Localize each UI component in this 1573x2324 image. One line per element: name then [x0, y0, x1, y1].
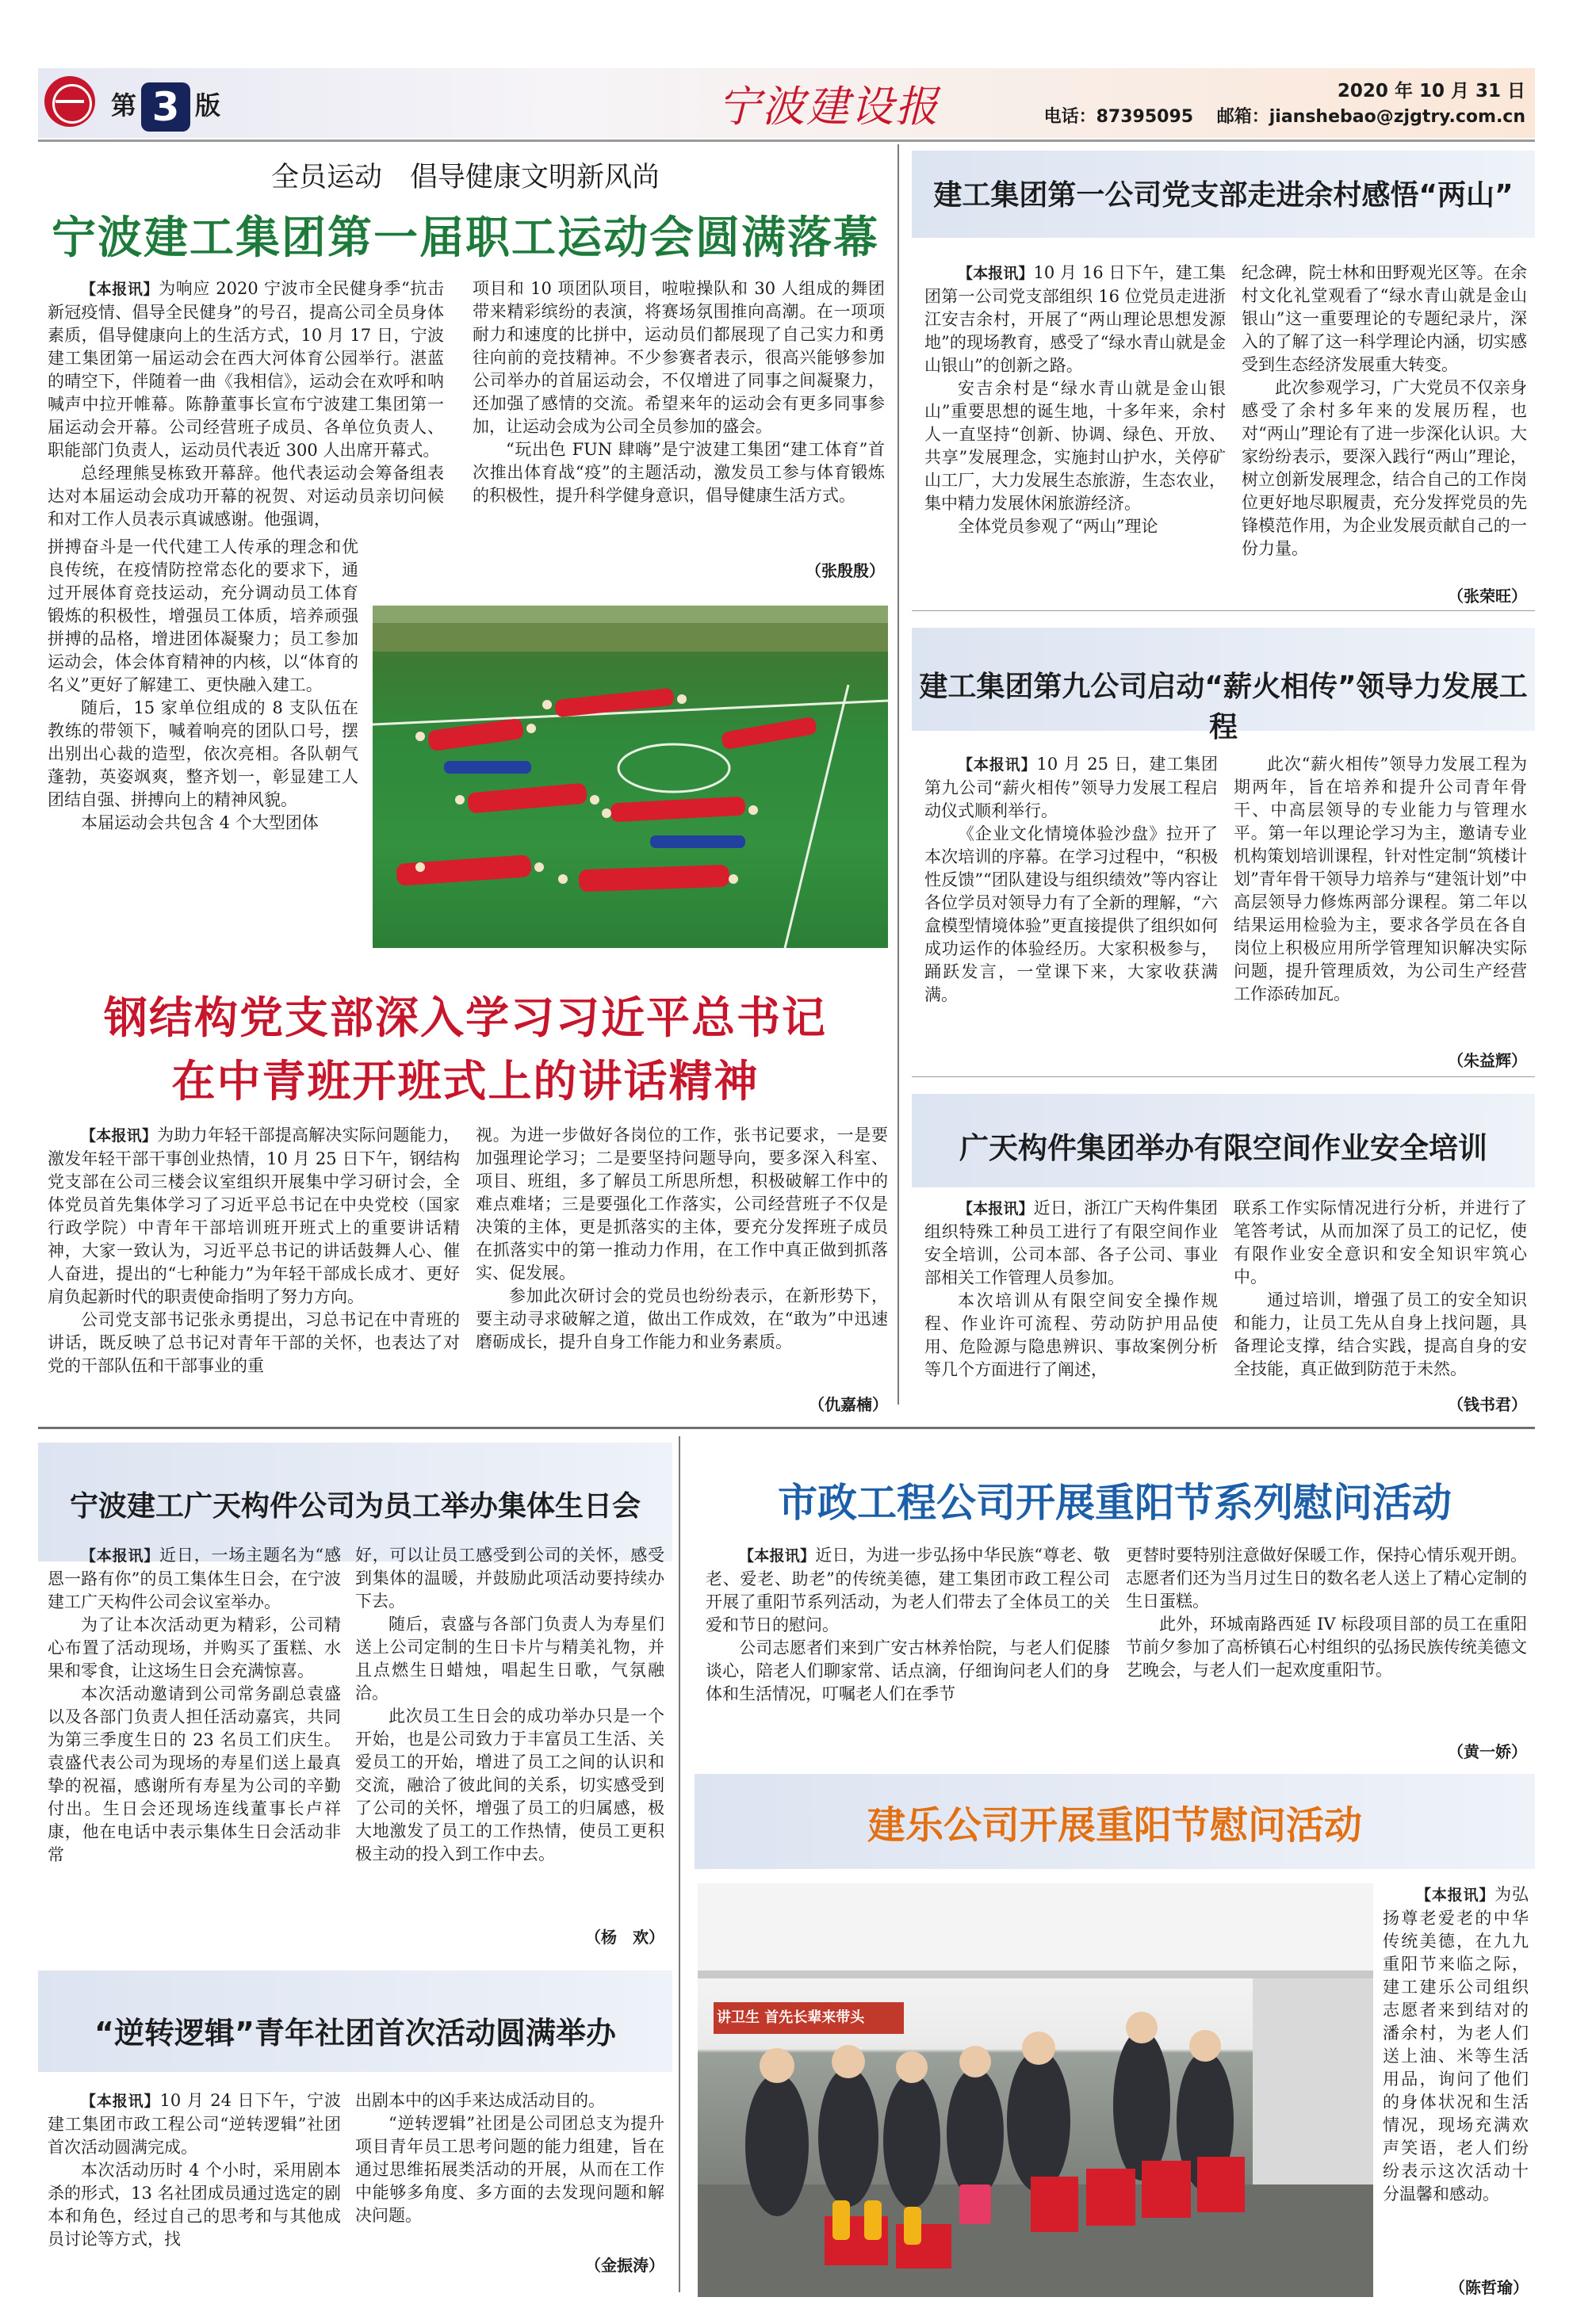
a6-paragraph: 为了让本次活动更为精彩，公司精心布置了活动现场，并购买了蛋糕、水果和零食，让这场生日会充满惊喜。 — [48, 1615, 341, 1680]
a7-column-1 — [706, 1544, 1110, 1706]
a5-byline: （钱书君） — [1448, 1395, 1527, 1414]
a6-byline: （杨 欢） — [585, 1928, 664, 1947]
a6-column-2 — [355, 1544, 664, 1866]
section-divider — [38, 1427, 1535, 1429]
a1-column-1b — [48, 536, 358, 835]
a7-paragraph: 近日，为进一步弘扬中华民族“尊老、敬老、爱老、助老”的传统美德，建工集团市政工程公司开展了重阳节系列活动，为老人们带去了全体员工的关爱和节日的慰问。 — [706, 1546, 1110, 1634]
elderly-visit-illustration — [698, 1883, 1373, 2297]
a1-title: 宁波建工集团第一届职工运动会圆满落幕 — [52, 212, 879, 264]
a1-paragraph: 随后，15 家单位组成的 8 支队伍在教练的带领下，喊着响亮的团队口号，摆出别出心裁的造型，依次亮相。各队朝气蓬勃，英姿飒爽，整齐划一，彰显建工人团结自强、拼搏向上的精神风貌。 — [48, 698, 358, 809]
a9-tag: 【本报讯】 — [1416, 1886, 1495, 1904]
a5-column-2 — [1234, 1197, 1527, 1381]
a4-paragraph: 为助力年轻干部提高解决实际问题能力，激发年轻干部干事创业热情，10 月 25 日下午，钢结构党支部在公司三楼会议室组织开展集中学习研讨会，全体党员首先集体学习了习近平总书记在中央党校（国家行政学院）中青年干部培训班开班式上的重要讲话精神，大家一致认为，习近平总书记的讲话鼓舞人心、催人奋进，提出的“七种能力”为年轻干部成长成才、更好肩负起新时代的职责使命指明了努力方向。 — [48, 1126, 460, 1306]
a9-title: 建乐公司开展重阳节慰问活动 — [867, 1803, 1362, 1848]
a8-paragraph: 10 月 24 日下午，宁波建工集团市政工程公司“逆转逻辑”社团首次活动圆满完成。 — [48, 2091, 341, 2157]
a5-column-1 — [924, 1197, 1218, 1382]
a3-tag: 【本报讯】 — [958, 756, 1037, 774]
a5-paragraph: 联系工作实际情况进行分析，并进行了笔答考试，从而加深了员工的记忆，使有限作业安全意识和安全知识牢筑心中。 — [1234, 1198, 1527, 1286]
a8-column-1 — [48, 2089, 341, 2251]
a2-paragraph: 此次参观学习，广大党员不仅亲身感受了余村多年来的发展历程，也对“两山”理论有了进一步深化认识。大家纷纷表示，要深入践行“两山”理论，树立创新发展理念，结合自己的工作岗位更好地尽职履责，充分发挥党员的先锋模范作用，为企业发展贡献自己的一份力量。 — [1242, 378, 1527, 558]
column-divider-lower — [679, 1436, 680, 2292]
a2-tag: 【本报讯】 — [958, 265, 1034, 282]
sports-field-illustration — [373, 606, 888, 948]
a1-paragraph: 拼搏奋斗是一代代建工人传承的理念和优良传统，在疫情防控常态化的要求下，通过开展体育竞技运动，充分调动员工体育锻炼的积极性，增强员工体质，培养顽强拼搏的品格，增进团体凝聚力；员工参加运动会，体会体育精神的内核，以“体育的名义”更好了解建工、更快融入建工。 — [48, 537, 358, 694]
page-number: 3 — [141, 82, 190, 132]
a5-paragraph: 通过培训，增强了员工的安全知识和能力，让员工先从自身上找问题，具备理论支撑，结合实践，提高自身的安全技能，真正做到防范于未然。 — [1234, 1290, 1527, 1378]
a2-column-2 — [1242, 262, 1527, 560]
a2-byline: （张荣旺） — [1448, 587, 1527, 606]
a9-column-1 — [1383, 1883, 1529, 2206]
a1-kicker: 全员运动 倡导健康文明新风尚 — [270, 162, 660, 193]
a7-tag: 【本报讯】 — [739, 1547, 816, 1565]
sports-meet-photo — [373, 606, 888, 948]
a1-paragraph: 为响应 2020 宁波市全民健身季“抗击新冠疫情、倡导全民健身”的号召，提高公司全员身体素质，倡导健康向上的生活方式，10 月 17 日，宁波建工集团第一届运动会在西大河体育公园举行。湛蓝的晴空下，伴随着一曲《我相信》，运动会在欢呼和呐喊声中拉开帷幕。陈静董事长宣布宁波建工集团第一届运动会开幕。公司经营班子成员、各单位负责人、职能部门负责人，运动员代表近 300 人出席开幕式。 — [48, 279, 444, 460]
issue-date: 2020 年 10 月 31 日 — [1337, 81, 1525, 101]
a7-paragraph: 公司志愿者们来到广安古林养怡院，与老人们促膝谈心，陪老人们聊家常、话点滴，仔细询问老人们的身体和生活情况，叮嘱老人们在季节 — [706, 1638, 1110, 1703]
a3-paragraph: 此次“薪火相传”领导力发展工程为期两年，旨在培养和提升公司青年骨干、中高层领导的专业能力与管理水平。第一年以理论学习为主，邀请专业机构策划培训课程，针对性定制“筑楼计划”青年骨干领导力培养与“建瓴计划”中高层领导力修炼两部分课程。第二年以结果运用检验为主，要求各学员在各自岗位上积极应用所学管理知识解决实际问题，提升管理质效，为公司生产经营工作添砖加瓦。 — [1234, 755, 1527, 1003]
a6-paragraph: 此次员工生日会的成功举办只是一个开始，也是公司致力于丰富员工生活、关爱员工的开始，增进了员工之间的认识和交流，融洽了彼此间的关系，切实感受到了公司的关怀，增强了员工的归属感，极大地激发了员工的工作热情，使员工更积极主动的投入到工作中去。 — [355, 1707, 664, 1863]
a4-paragraph: 参加此次研讨会的党员也纷纷表示，在新形势下，要主动寻求破解之道，做出工作成效，在“敢为”中迅速磨砺成长，提升自身工作能力和业务素质。 — [476, 1286, 888, 1351]
a4-paragraph: 公司党支部书记张永勇提出，习总书记在中青班的讲话，既反映了总书记对青年干部的关怀，也表达了对党的干部队伍和干部事业的重 — [48, 1310, 460, 1375]
issue-contact: 电话：87395095 邮箱：jianshebao@zjgtry.com.cn — [1043, 107, 1525, 127]
a3-paragraph: 10 月 25 日，建工集团第九公司“薪火相传”领导力发展工程启动仪式顺利举行。 — [924, 755, 1218, 820]
a9-byline: （陈哲瑜） — [1449, 2278, 1529, 2297]
a7-title: 市政工程公司开展重阳节系列慰问活动 — [778, 1480, 1452, 1526]
a4-column-2 — [476, 1124, 888, 1354]
a1-paragraph: 总经理熊旻栋致开幕辞。他代表运动会筹备组表达对本届运动会成功开幕的祝贺、对运动员亲切问候和对工作人员表示真诚感谢。他强调， — [48, 464, 444, 529]
a5-paragraph: 近日，浙江广天构件集团组织特殊工种员工进行了有限空间作业安全培训，公司本部、各子公司、事业部相关工作管理人员参加。 — [924, 1198, 1218, 1287]
a2-paragraph: 纪念碑，院士林和田野观光区等。在余村文化礼堂观看了“绿水青山就是金山银山”这一重要理论的专题纪录片，深入的了解了这一科学理论内涵，切实感受到生态经济发展重大转变。 — [1242, 263, 1527, 374]
a2-bottom-rule — [912, 610, 1535, 611]
a8-tag: 【本报讯】 — [81, 2093, 160, 2110]
a3-bottom-rule — [912, 1076, 1535, 1077]
a6-paragraph: 本次活动邀请到公司常务副总袁盛以及各部门负责人担任活动嘉宾，共同为第三季度生日的 23 名员工们庆生。袁盛代表公司为现场的寿星们送上最真挚的祝福，感谢所有寿星为公司的辛勤付出。生日会还现场连线董事长卢祥康，他在电话中表示集体生日会活动非常 — [48, 1684, 341, 1864]
a1-byline: （张殷殷） — [806, 561, 885, 580]
a1-paragraph: 本届运动会共包含 4 个大型团体 — [81, 813, 319, 832]
a2-paragraph: 10 月 16 日下午，建工集团第一公司党支部组织 16 位党员走进浙江安吉余村，开展了“两山理论思想发源地”的现场教育，感受了“绿水青山就是金山银山”的创新之路。 — [924, 263, 1226, 375]
a4-title-line-1: 钢结构党支部深入学习习近平总书记 — [103, 992, 827, 1043]
newspaper-logo-icon — [44, 76, 95, 127]
a4-paragraph: 视。为进一步做好各岗位的工作，张书记要求，一是要加强理论学习；二是要坚持问题导向，要多深入科室、项目、班组，多了解员工所思所想，积极破解工作中的难点难堵；三是要强化工作落实，公司经营班子不仅是决策的主体，更是抓落实的主体，要充分发挥班子成员在抓落实中的第一推动力作用，在工作中真正做到抓落实、促发展。 — [476, 1126, 888, 1282]
a1-paragraph: “玩出色 FUN 肆嗨”是宁波建工集团“建工体育”首次推出体育战“疫”的主题活动，激发员工参与体育锻炼的积极性，提升科学健身意识，倡导健康生活方式。 — [473, 440, 885, 505]
a6-title: 宁波建工广天构件公司为员工举办集体生日会 — [69, 1490, 641, 1523]
a3-column-1 — [924, 753, 1218, 1007]
a6-tag: 【本报讯】 — [81, 1547, 160, 1565]
a7-paragraph: 更替时要特别注意做好保暖工作，保持心情乐观开朗。志愿者们还为当月过生日的数名老人送上了精心定制的生日蛋糕。 — [1126, 1546, 1527, 1611]
page-suffix: 版 — [195, 90, 221, 120]
a4-tag: 【本报讯】 — [81, 1127, 158, 1145]
a2-title: 建工集团第一公司党支部走进余村感悟“两山” — [933, 179, 1514, 212]
a9-paragraph: 为弘扬尊老爱老的中华传统美德，在九九重阳节来临之际，建工建乐公司组织志愿者来到结对的潘余村，为老人们送上油、米等生活用品，询问了他们的身体状况和生活情况，现场充满欢声笑语，老人们纷纷表示这次活动十分温馨和感动。 — [1383, 1885, 1529, 2204]
a5-title: 广天构件集团举办有限空间作业安全培训 — [959, 1131, 1487, 1165]
a7-column-2 — [1126, 1544, 1527, 1682]
a1-paragraph: 项目和 10 项团队项目，啦啦操队和 30 人组成的舞团带来精彩缤纷的表演，将赛场氛围推向高潮。在一项项耐力和速度的比拼中，运动员们都展现了自己实力和勇往向前的竞技精神。不少参赛者表示，很高兴能够参加公司举办的首届运动会，不仅增进了同事之间凝聚力，还加强了感情的交流。希望来年的运动会有更多同事参加，让运动会成为公司全员参加的盛会。 — [473, 279, 885, 436]
a2-paragraph: 安吉余村是“绿水青山就是金山银山”重要思想的诞生地，十多年来，余村人一直坚持“创新、协调、绿色、开放、共享”发展理念，实施封山护水，关停矿山工厂，大力发展生态旅游，生态农业，集中精力发展休闲旅游经济。 — [924, 379, 1226, 513]
page-prefix: 第 — [111, 90, 137, 120]
masthead-rule — [38, 140, 1535, 142]
a3-paragraph: 《企业文化情境体验沙盘》拉开了本次培训的序幕。在学习过程中，“积极性反馈”“团队建设与组织绩效”等内容让各位学员对领导力有了全新的理解，“六盒模型情境体验”更直接提供了组织如何成功运作的体验经历。大家积极参与，踊跃发言，一堂课下来，大家收获满满。 — [924, 824, 1218, 1004]
a6-paragraph: 好，可以让员工感受到公司的关怀，感受到集体的温暖，并鼓励此项活动要持续办下去。 — [355, 1546, 664, 1611]
a8-column-2 — [355, 2089, 664, 2227]
a3-title: 建工集团第九公司启动“薪火相传”领导力发展工程 — [919, 671, 1528, 743]
a1-tag: 【本报讯】 — [81, 281, 159, 298]
a7-paragraph: 此外，环城南路西延 IV 标段项目部的员工在重阳节前夕参加了高桥镇石心村组织的弘扬民族传统美德文艺晚会，与老人们一起欢度重阳节。 — [1126, 1615, 1527, 1680]
a3-column-2 — [1234, 753, 1527, 1006]
a8-title: “逆转逻辑”青年社团首次活动圆满举办 — [94, 2016, 616, 2051]
a8-paragraph: “逆转逻辑”社团是公司团总支为提升项目青年员工思考问题的能力组建，旨在通过思维拓展类活动的开展，从而在工作中能够多角度、多方面的去发现问题和解决问题。 — [355, 2114, 664, 2225]
a8-paragraph: 出剧本中的凶手来达成活动目的。 — [355, 2091, 605, 2110]
a2-column-1 — [924, 262, 1226, 538]
newspaper-brand: 宁波建设报 — [718, 82, 940, 132]
a4-byline: （仇嘉楠） — [809, 1395, 888, 1414]
a1-column-2 — [473, 277, 885, 507]
a1-column-1 — [48, 277, 444, 531]
a4-column-1 — [48, 1124, 460, 1378]
a6-paragraph: 近日，一场主题名为“感恩一路有你”的员工集体生日会，在宁波建工广天构件公司会议室举办。 — [48, 1546, 341, 1611]
a5-paragraph: 本次培训从有限空间安全操作规程、作业许可流程、劳动防护用品使用、危险源与隐患辨识、事故案例分析等几个方面进行了阐述， — [924, 1291, 1218, 1379]
a4-title-line-2: 在中青班开班式上的讲话精神 — [171, 1056, 760, 1107]
a3-byline: （朱益辉） — [1448, 1051, 1527, 1070]
a6-column-1 — [48, 1544, 341, 1867]
column-divider — [897, 144, 899, 1405]
a8-byline: （金振涛） — [585, 2256, 664, 2275]
a5-tag: 【本报讯】 — [958, 1200, 1034, 1217]
a6-paragraph: 随后，袁盛与各部门负责人为寿星们送上公司定制的生日卡片与精美礼物，并且点燃生日蜡烛，唱起生日歌，气氛融洽。 — [355, 1615, 664, 1703]
page-number-label — [111, 82, 220, 132]
a7-byline: （黄一娇） — [1448, 1742, 1527, 1761]
a2-paragraph: 全体党员参观了“两山”理论 — [958, 517, 1158, 536]
elderly-visit-photo — [698, 1883, 1373, 2297]
photo-banner-text: 讲卫生 首先长辈来带头 — [717, 2009, 865, 2026]
a8-paragraph: 本次活动历时 4 个小时，采用剧本杀的形式，13 名社团成员通过选定的剧本和角色，经过自己的思考和与其他成员讨论等方式，找 — [48, 2161, 341, 2249]
